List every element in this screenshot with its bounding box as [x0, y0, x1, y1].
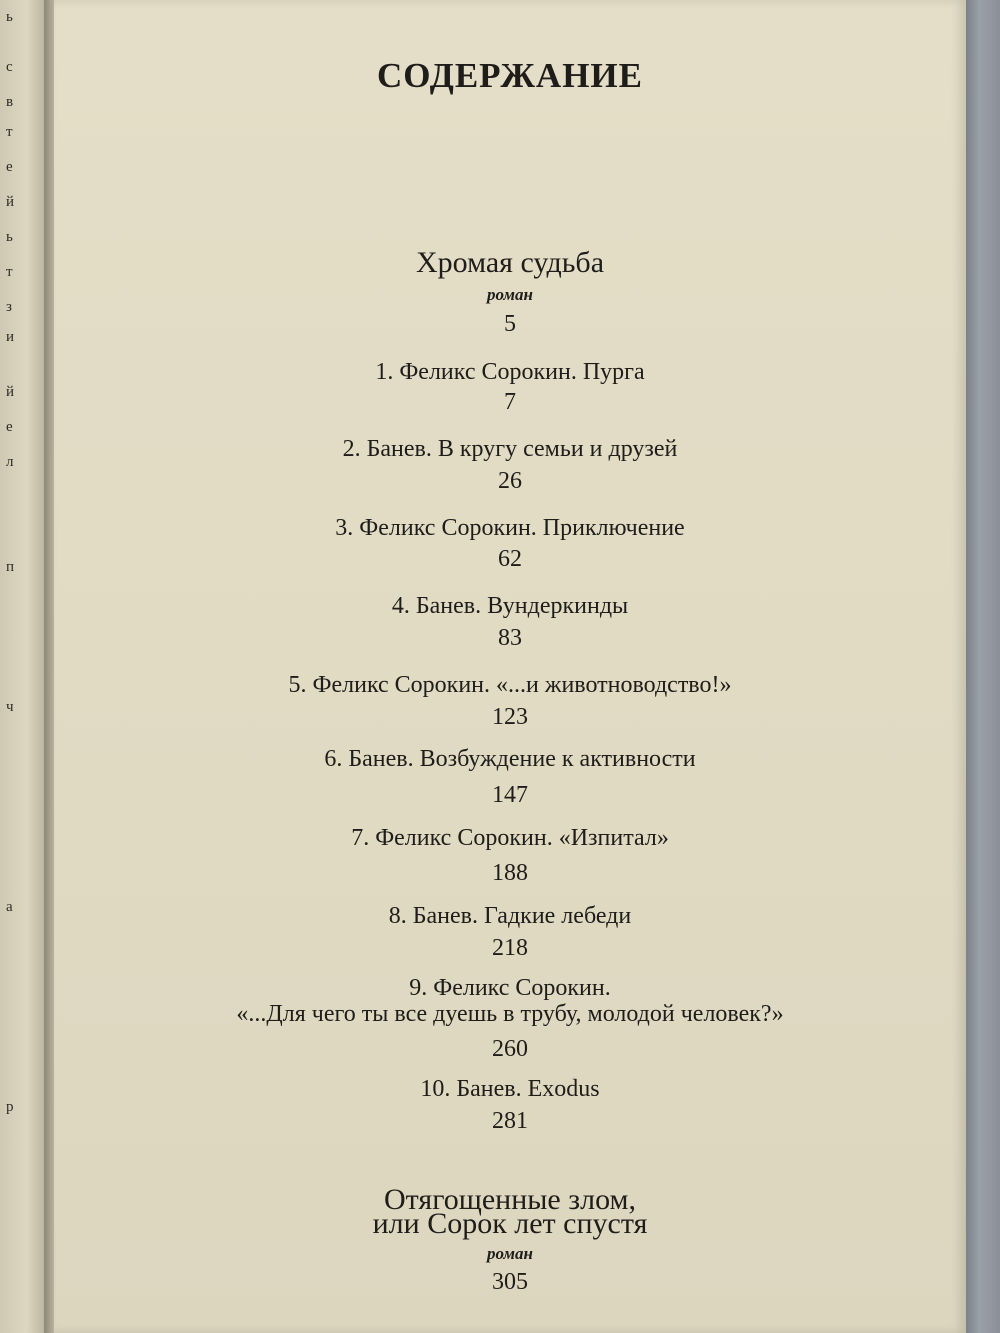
chapter-10-page: 281: [492, 1108, 528, 1134]
book-gutter: [44, 0, 54, 1333]
chapter-2-title: 2. Банев. В кругу семьи и друзей: [342, 436, 678, 462]
chapter-7-title: 7. Феликс Сорокин. «Изпитал»: [351, 825, 669, 851]
chapter-9-page: 260: [492, 1036, 528, 1062]
left-page-edge: [0, 0, 44, 1333]
chapter-4-title: 4. Банев. Вундеркинды: [391, 593, 629, 619]
book-page: [54, 0, 966, 1333]
novel2-title-line1: Отягощенные злом,: [384, 1183, 636, 1216]
left-page-fragment: в: [6, 94, 14, 110]
chapter-8-page: 218: [492, 935, 528, 961]
chapter-1-page: 7: [504, 389, 516, 415]
left-page-fragment: е: [6, 419, 13, 435]
novel2-page: 305: [492, 1269, 528, 1295]
left-page-fragment: е: [6, 159, 13, 175]
chapter-5-page: 123: [492, 704, 528, 730]
left-page-fragment: с: [6, 59, 13, 75]
novel1-title: Хромая судьба: [415, 246, 605, 279]
left-page-fragment: а: [6, 899, 13, 915]
chapter-5-title: 5. Феликс Сорокин. «...и животноводство!»: [288, 672, 732, 698]
toc-heading: СОДЕРЖАНИЕ: [376, 56, 643, 95]
chapter-10-title: 10. Банев. Exodus: [420, 1076, 600, 1102]
chapter-3-title: 3. Феликс Сорокин. Приключение: [335, 515, 685, 541]
chapter-2-page: 26: [498, 468, 522, 494]
left-page-fragment: й: [6, 194, 15, 210]
left-page-fragment: ь: [6, 229, 13, 245]
chapter-7-page: 188: [492, 860, 528, 886]
novel2-genre: роман: [487, 1244, 533, 1263]
novel2-title-line2: или Сорок лет спустя: [372, 1207, 648, 1240]
chapter-6-title: 6. Банев. Возбуждение к активности: [324, 746, 696, 772]
novel1-genre: роман: [487, 285, 533, 304]
left-page-fragment: и: [6, 329, 15, 345]
left-page-fragment: р: [6, 1099, 14, 1115]
chapter-6-page: 147: [492, 782, 528, 808]
chapter-9-subtitle: «...Для чего ты все дуешь в трубу, молодой человек?»: [236, 1001, 784, 1027]
chapter-1-title: 1. Феликс Сорокин. Пурга: [375, 359, 645, 385]
chapter-8-title: 8. Банев. Гадкие лебеди: [388, 903, 632, 929]
left-page-fragment: т: [6, 124, 13, 140]
left-page-fragment: з: [6, 299, 12, 315]
page-stack-edge: [966, 0, 1000, 1333]
left-page-fragment: ч: [6, 699, 14, 715]
chapter-3-page: 62: [498, 546, 522, 572]
table-of-contents: [54, 0, 966, 1333]
left-page-fragment: ь: [6, 9, 13, 25]
chapter-9-title: 9. Феликс Сорокин.: [409, 975, 611, 1001]
left-page-fragment: л: [6, 454, 14, 470]
chapter-4-page: 83: [498, 625, 522, 651]
left-page-fragment: т: [6, 264, 13, 280]
left-page-fragment: й: [6, 384, 15, 400]
left-page-fragment: п: [6, 559, 15, 575]
novel1-page: 5: [504, 311, 516, 337]
